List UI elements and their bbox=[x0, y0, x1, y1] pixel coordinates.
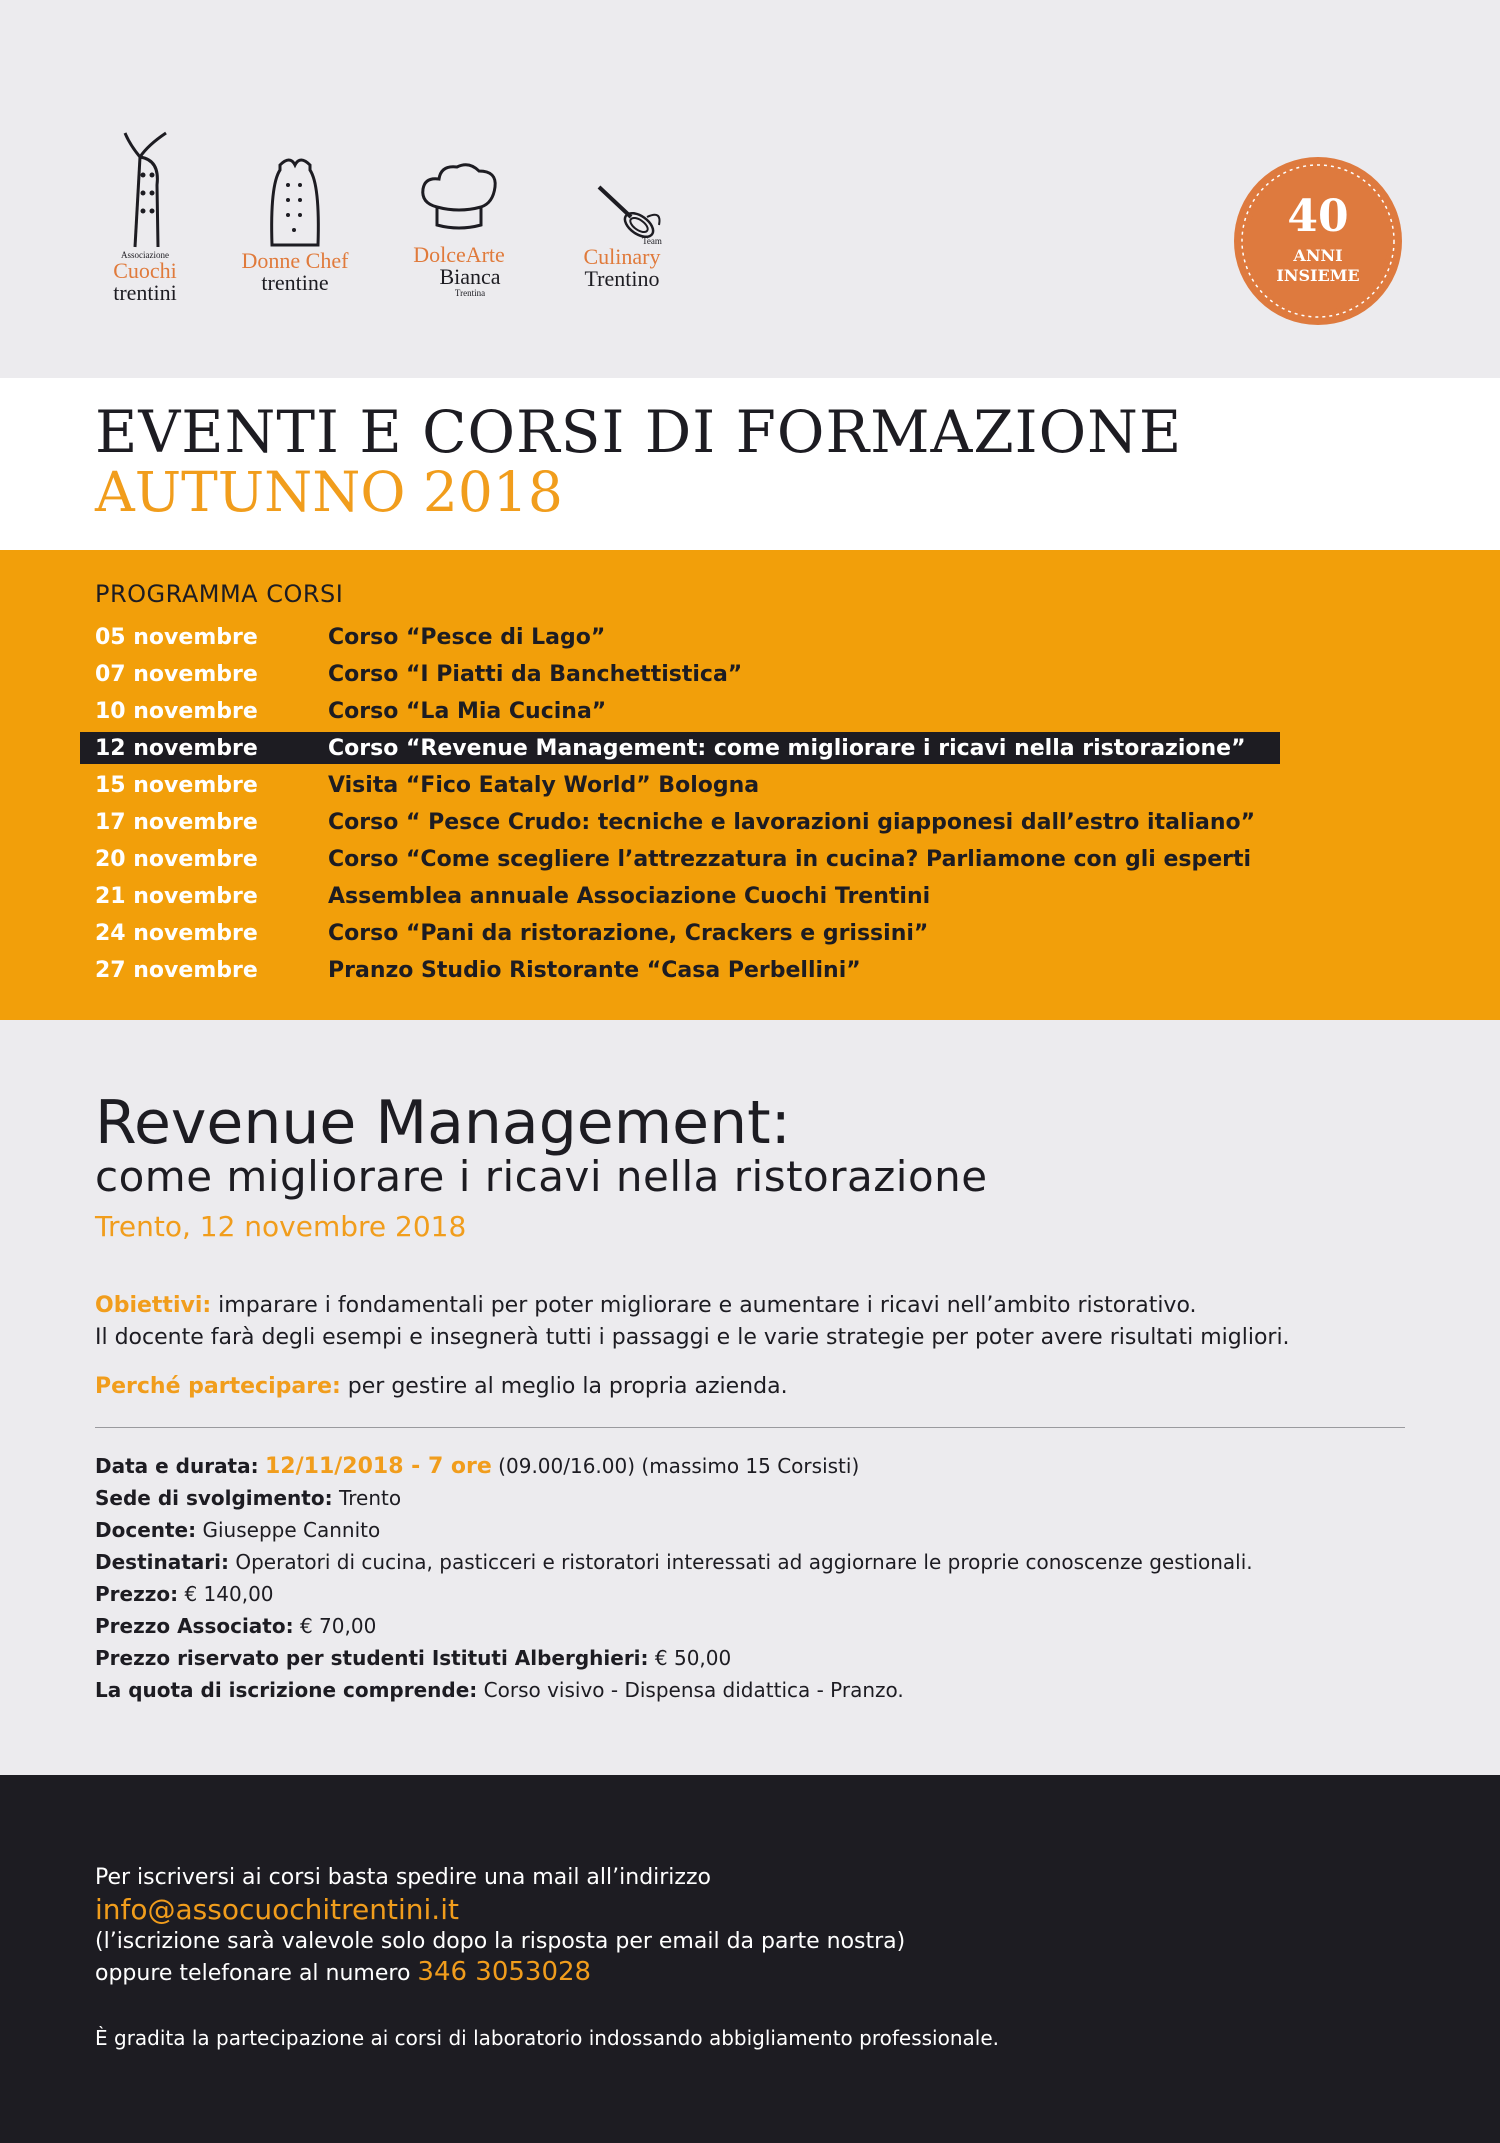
footer-line3: (l’iscrizione sarà valevole solo dopo la risposta per email da parte nostra) bbox=[95, 1929, 906, 1954]
row-date: 21 novembre bbox=[95, 884, 258, 909]
program-row-highlighted bbox=[80, 732, 1280, 764]
row-event: Corso “La Mia Cucina” bbox=[328, 699, 607, 724]
objectives-line2: Il docente farà degli esempi e insegnerà tutti i passaggi e le varie strategie per poter avere risultati migliori. bbox=[95, 1325, 1290, 1350]
row-date: 12 novembre bbox=[95, 736, 258, 761]
chef-jacket-icon bbox=[100, 125, 190, 250]
whisk-icon bbox=[567, 125, 677, 250]
logo-dolcearte-bianca bbox=[384, 125, 534, 315]
title-band bbox=[0, 378, 1500, 550]
row-event: Corso “I Piatti da Banchettistica” bbox=[328, 662, 743, 687]
logo-line1: DolceArte bbox=[413, 242, 505, 267]
row-event: Pranzo Studio Ristorante “Casa Perbellini” bbox=[328, 958, 861, 983]
program-row bbox=[80, 806, 1280, 838]
row-date: 15 novembre bbox=[95, 773, 258, 798]
info-value: € 140,00 bbox=[178, 1582, 274, 1606]
info-label: Prezzo riservato per studenti Istituti Alberghieri: bbox=[95, 1646, 649, 1670]
info-label: Prezzo Associato: bbox=[95, 1614, 294, 1638]
row-date: 17 novembre bbox=[95, 810, 258, 835]
row-event: Visita “Fico Eataly World” Bologna bbox=[328, 773, 760, 798]
why-text: per gestire al meglio la propria azienda. bbox=[340, 1374, 788, 1399]
chef-dress-icon bbox=[250, 125, 340, 250]
info-value: Corso visivo - Dispensa didattica - Pranzo. bbox=[477, 1678, 904, 1702]
info-price bbox=[95, 1582, 274, 1606]
info-label: Sede di svolgimento: bbox=[95, 1486, 333, 1510]
row-date: 27 novembre bbox=[95, 958, 258, 983]
logo-cuochi-trentini bbox=[70, 125, 220, 315]
program-row bbox=[80, 769, 1280, 801]
logo-line1: Culinary bbox=[583, 244, 661, 269]
logo-line1: Donne Chef bbox=[241, 248, 349, 273]
info-label: Docente: bbox=[95, 1518, 197, 1542]
logo-line2: Bianca bbox=[439, 264, 501, 289]
course-title: Revenue Management: bbox=[95, 1088, 791, 1158]
footer-phone-line bbox=[95, 1957, 591, 1987]
why-participate bbox=[95, 1374, 788, 1399]
info-value: € 50,00 bbox=[648, 1646, 732, 1670]
logo-line2: Trentino bbox=[584, 266, 660, 291]
header bbox=[0, 0, 1500, 378]
program-row bbox=[80, 917, 1280, 949]
program-section bbox=[0, 550, 1500, 1020]
divider bbox=[95, 1427, 1405, 1428]
objectives-label: Obiettivi: bbox=[95, 1293, 212, 1318]
info-date bbox=[95, 1454, 859, 1479]
anniversary-badge bbox=[1232, 155, 1404, 327]
info-student-price bbox=[95, 1646, 731, 1670]
row-date: 24 novembre bbox=[95, 921, 258, 946]
row-date: 05 novembre bbox=[95, 625, 258, 650]
badge-line2: INSIEME bbox=[1276, 266, 1360, 285]
row-event: Corso “ Pesce Crudo: tecniche e lavorazioni giapponesi dall’estro italiano” bbox=[328, 810, 1256, 835]
chef-hat-icon bbox=[409, 125, 509, 250]
page-subtitle: AUTUNNO 2018 bbox=[95, 460, 563, 524]
info-includes bbox=[95, 1678, 904, 1702]
program-row bbox=[80, 621, 1280, 653]
footer-note: È gradita la partecipazione ai corsi di laboratorio indossando abbigliamento professionale. bbox=[95, 2026, 999, 2050]
why-label: Perché partecipare: bbox=[95, 1374, 341, 1399]
logo-small-text: Associazione bbox=[121, 250, 169, 260]
footer bbox=[0, 1775, 1500, 2143]
logo-line2: trentini bbox=[113, 280, 177, 305]
footer-phone-link[interactable]: 346 3053028 bbox=[417, 1957, 592, 1987]
info-label: Data e durata: bbox=[95, 1454, 259, 1478]
row-event: Corso “Come scegliere l’attrezzatura in cucina? Parliamone con gli esperti bbox=[328, 847, 1252, 872]
row-date: 07 novembre bbox=[95, 662, 258, 687]
row-event: Corso “Pesce di Lago” bbox=[328, 625, 606, 650]
program-heading: PROGRAMMA CORSI bbox=[95, 580, 344, 608]
info-teacher bbox=[95, 1518, 380, 1542]
info-date-extra: (09.00/16.00) (massimo 15 Corsisti) bbox=[491, 1454, 860, 1478]
course-place-date: Trento, 12 novembre 2018 bbox=[95, 1210, 467, 1243]
info-label: La quota di iscrizione comprende: bbox=[95, 1678, 478, 1702]
row-date: 20 novembre bbox=[95, 847, 258, 872]
footer-phone-label: oppure telefonare al numero bbox=[95, 1961, 418, 1986]
program-row bbox=[80, 695, 1280, 727]
info-value: Trento bbox=[332, 1486, 402, 1510]
badge-number: 40 bbox=[1287, 191, 1349, 242]
logo-line1: Cuochi bbox=[113, 258, 177, 283]
info-value: Operatori di cucina, pasticceri e ristoratori interessati ad aggiornare le proprie conoscenze gestionali. bbox=[229, 1550, 1253, 1574]
page-title: EVENTI E CORSI DI FORMAZIONE bbox=[95, 398, 1183, 466]
info-member-price bbox=[95, 1614, 376, 1638]
row-event: Assemblea annuale Associazione Cuochi Trentini bbox=[328, 884, 931, 909]
info-value: € 70,00 bbox=[293, 1614, 377, 1638]
logo-donne-chef bbox=[220, 125, 370, 315]
info-label: Prezzo: bbox=[95, 1582, 179, 1606]
row-event: Corso “Pani da ristorazione, Crackers e grissini” bbox=[328, 921, 929, 946]
info-label: Destinatari: bbox=[95, 1550, 229, 1574]
logo-small-text: Team bbox=[642, 236, 662, 246]
program-row bbox=[80, 658, 1280, 690]
program-row bbox=[80, 954, 1280, 986]
logo-small-text: Trentina bbox=[454, 288, 486, 298]
objectives bbox=[95, 1293, 1197, 1318]
program-row bbox=[80, 843, 1280, 875]
course-subtitle: come migliorare i ricavi nella ristorazione bbox=[95, 1152, 988, 1201]
footer-email-link[interactable]: info@assocuochitrentini.it bbox=[95, 1893, 459, 1926]
logo-team-culinary bbox=[547, 125, 697, 315]
logo-line2: trentine bbox=[261, 270, 329, 295]
badge-line1: ANNI bbox=[1293, 246, 1343, 265]
program-row bbox=[80, 880, 1280, 912]
info-target bbox=[95, 1550, 1253, 1574]
course-detail bbox=[0, 1020, 1500, 1775]
objectives-text: imparare i fondamentali per poter migliorare e aumentare i ricavi nell’ambito ristorativo. bbox=[211, 1293, 1197, 1318]
footer-line1: Per iscriversi ai corsi basta spedire una mail all’indirizzo bbox=[95, 1865, 711, 1890]
info-date-value: 12/11/2018 - 7 ore bbox=[264, 1454, 492, 1479]
info-venue bbox=[95, 1486, 401, 1510]
info-value: Giuseppe Cannito bbox=[196, 1518, 381, 1542]
row-date: 10 novembre bbox=[95, 699, 258, 724]
row-event: Corso “Revenue Management: come migliorare i ricavi nella ristorazione” bbox=[328, 736, 1246, 761]
